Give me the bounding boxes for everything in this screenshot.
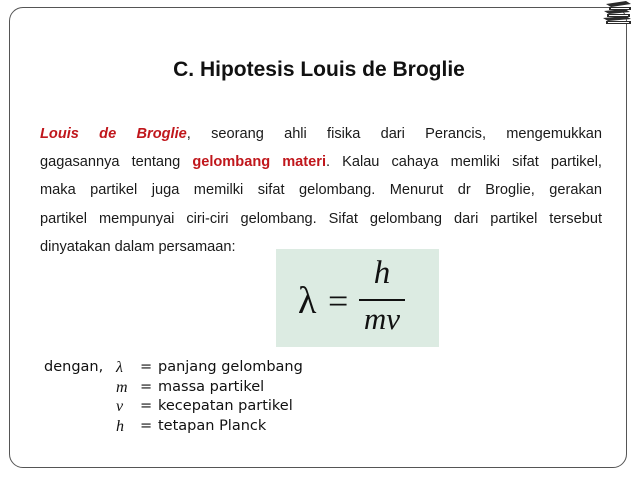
line-2-before: gagasannya tentang [40,154,193,171]
paragraph-line-2 [40,148,602,176]
line-2-after: . Kalau cahaya memliki sifat partikel, [326,154,602,171]
paragraph-line-3: maka partikel juga memilki sifat gelombang. Menurut dr Broglie, gerakan [40,182,602,199]
definition-equals: = [140,417,153,434]
definition-equals: = [140,359,153,375]
name-highlight: Louis de Broglie [40,126,187,142]
formula-numerator: h [373,255,391,291]
paragraph-line-1 [40,120,602,148]
formula-denominator: mv [363,301,401,336]
definition-text: tetapan Planck [158,417,267,434]
formula-lambda: λ [298,280,317,322]
line-1-text: , seorang ahli fisika dari Perancis, mengemukkan [186,126,602,142]
paragraph-line-4: partikel mempunyai ciri-ciri gelombang. Sifat gelombang dari partikel tersebut [40,210,602,227]
definition-equals: = [140,398,153,414]
definition-symbol: h [116,417,124,435]
definition-text: kecepatan partikel [158,398,293,414]
definitions-lead: dengan, [44,359,104,375]
book-stack-icon [600,0,634,26]
definition-text: panjang gelombang [158,359,303,375]
term-highlight: gelombang materi [192,154,326,171]
paragraph-line-5: dinyatakan dalam persamaan: [40,238,236,255]
page-title: C. Hipotesis Louis de Broglie [173,58,465,81]
body-paragraph [40,120,602,261]
definition-equals: = [140,378,153,395]
formula-box [276,249,439,347]
definition-symbol: λ [116,359,123,376]
definition-text: massa partikel [158,378,265,395]
definition-symbol: m [116,378,128,396]
definition-symbol: v [116,398,124,415]
formula-equals: = [328,281,349,321]
